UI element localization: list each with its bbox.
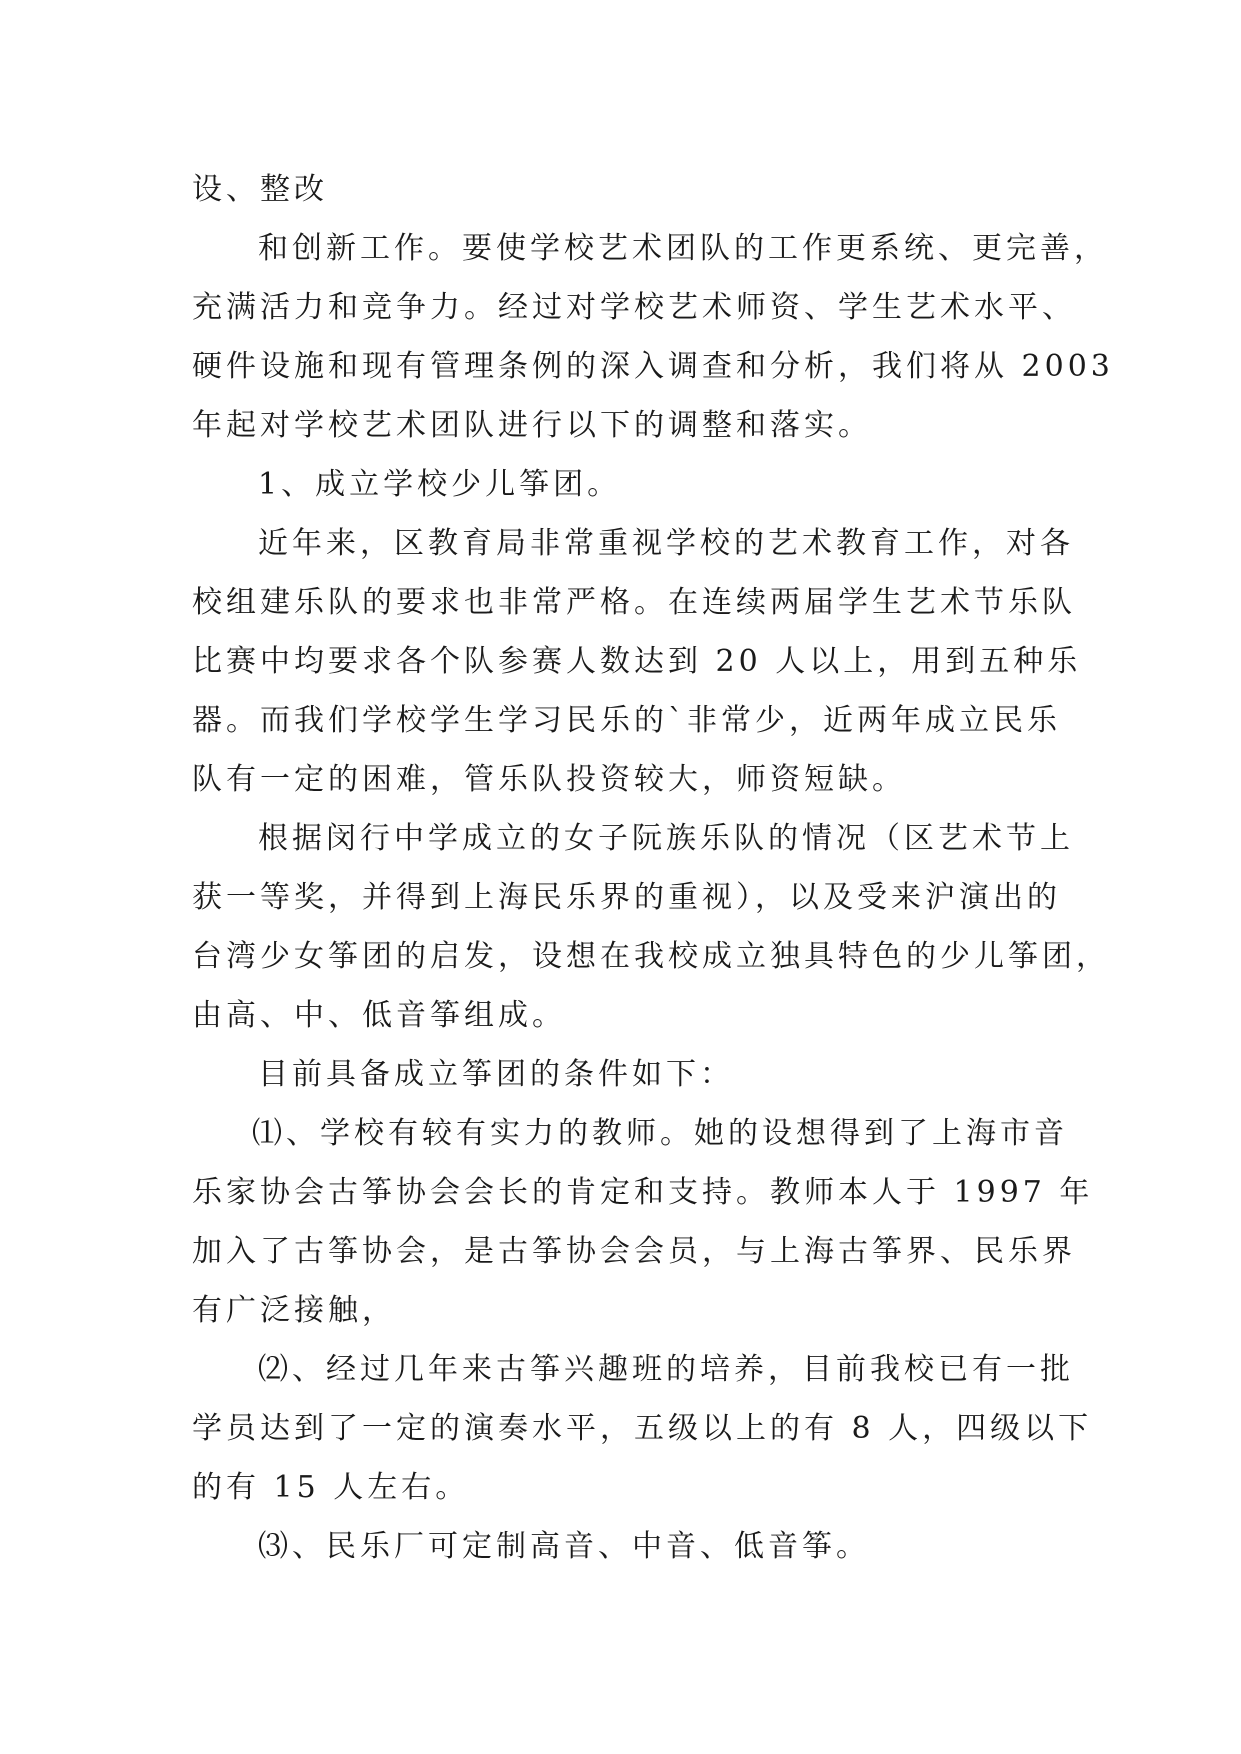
paragraph-start-line: 近年来，区教育局非常重视学校的艺术教育工作，对各 bbox=[258, 526, 1074, 561]
paragraph-start-line: 根据闵行中学成立的女子阮族乐队的情况（区艺术节上 bbox=[258, 821, 1074, 856]
paragraph-start-line: 和创新工作。要使学校艺术团队的工作更系统、更完善， bbox=[258, 231, 1108, 266]
text-line: 有广泛接触， bbox=[192, 1293, 396, 1328]
text-line: 获一等奖，并得到上海民乐界的重视），以及受来沪演出的 bbox=[192, 880, 1061, 915]
text-line: 由高、中、低音筝组成。 bbox=[192, 998, 566, 1033]
text-line: 队有一定的困难，管乐队投资较大，师资短缺。 bbox=[192, 762, 906, 797]
text-line: 设、整改 bbox=[192, 172, 328, 207]
text-line: 的有 15 人左右。 bbox=[192, 1470, 470, 1505]
list-item-line: ⑴、学校有较有实力的教师。她的设想得到了上海市音 bbox=[252, 1116, 1068, 1151]
document-body bbox=[192, 160, 1114, 1576]
text-line: 年起对学校艺术团队进行以下的调整和落实。 bbox=[192, 408, 872, 443]
paragraph-start-line: 目前具备成立筝团的条件如下： bbox=[258, 1057, 734, 1092]
section-heading: 1、成立学校少儿筝团。 bbox=[258, 467, 622, 502]
text-line: 器。而我们学校学生学习民乐的`非常少，近两年成立民乐 bbox=[192, 703, 1061, 738]
text-line: 加入了古筝协会，是古筝协会会员，与上海古筝界、民乐界 bbox=[192, 1234, 1076, 1269]
text-line: 校组建乐队的要求也非常严格。在连续两届学生艺术节乐队 bbox=[192, 585, 1076, 620]
text-line: 学员达到了一定的演奏水平，五级以上的有 8 人，四级以下 bbox=[192, 1411, 1093, 1446]
text-line: 台湾少女筝团的启发，设想在我校成立独具特色的少儿筝团， bbox=[192, 939, 1110, 974]
list-item-line: ⑵、经过几年来古筝兴趣班的培养，目前我校已有一批 bbox=[258, 1352, 1074, 1387]
text-line: 比赛中均要求各个队参赛人数达到 20 人以上，用到五种乐 bbox=[192, 644, 1082, 679]
text-line: 充满活力和竞争力。经过对学校艺术师资、学生艺术水平、 bbox=[192, 290, 1076, 325]
list-item-line: ⑶、民乐厂可定制高音、中音、低音筝。 bbox=[258, 1529, 870, 1564]
text-line: 硬件设施和现有管理条例的深入调查和分析，我们将从 2003 bbox=[192, 349, 1114, 384]
text-line: 乐家协会古筝协会会长的肯定和支持。教师本人于 1997 年 bbox=[192, 1175, 1094, 1210]
